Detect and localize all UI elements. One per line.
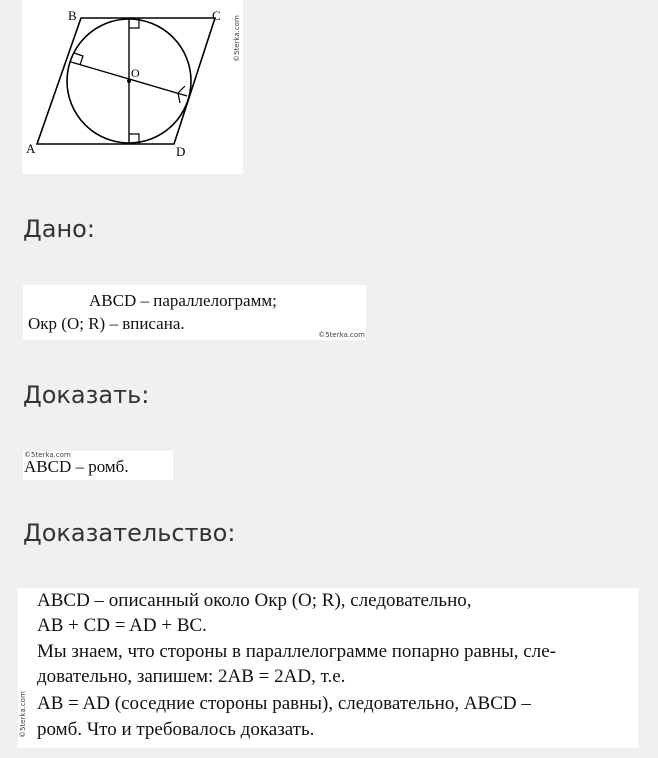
proof-heading: Доказательство:	[23, 519, 236, 547]
rhombus-shape	[37, 18, 215, 144]
label-b: B	[68, 8, 77, 23]
proof-line-2: AB + CD = AD + BC.	[37, 615, 207, 636]
label-o: O	[131, 66, 140, 80]
proof-watermark: ©5terka.com	[19, 691, 27, 738]
prove-heading: Доказать:	[23, 381, 150, 409]
prove-box	[23, 451, 173, 480]
proof-line-1: ABCD – описанный около Окр (O; R), следовательно,	[37, 590, 472, 611]
rhombus-diagram	[22, 0, 243, 174]
figure-watermark: ©5terka.com	[233, 15, 241, 62]
prove-line: ABCD – ромб.	[24, 457, 129, 476]
proof-line-6: ромб. Что и требовалось доказать.	[37, 719, 315, 740]
given-line-1: ABCD – параллелограмм;	[89, 291, 277, 310]
label-a: A	[26, 141, 36, 156]
proof-line-5: AB = AD (соседние стороны равны), следовательно, ABCD –	[37, 693, 531, 714]
proof-box	[18, 588, 638, 748]
given-line-2: Окр (O; R) – вписана.	[28, 314, 185, 333]
given-heading: Дано:	[23, 215, 95, 243]
proof-line-3: Мы знаем, что стороны в параллелограмме попарно равны, сле-	[37, 641, 556, 662]
label-d: D	[176, 144, 186, 159]
proof-line-4: довательно, запишем: 2AB = 2AD, т.е.	[37, 666, 346, 687]
prove-watermark: ©5terka.com	[24, 451, 71, 459]
given-box	[23, 285, 366, 340]
given-watermark: ©5terka.com	[318, 331, 365, 339]
label-c: C	[212, 8, 221, 23]
geometry-figure	[22, 0, 243, 174]
